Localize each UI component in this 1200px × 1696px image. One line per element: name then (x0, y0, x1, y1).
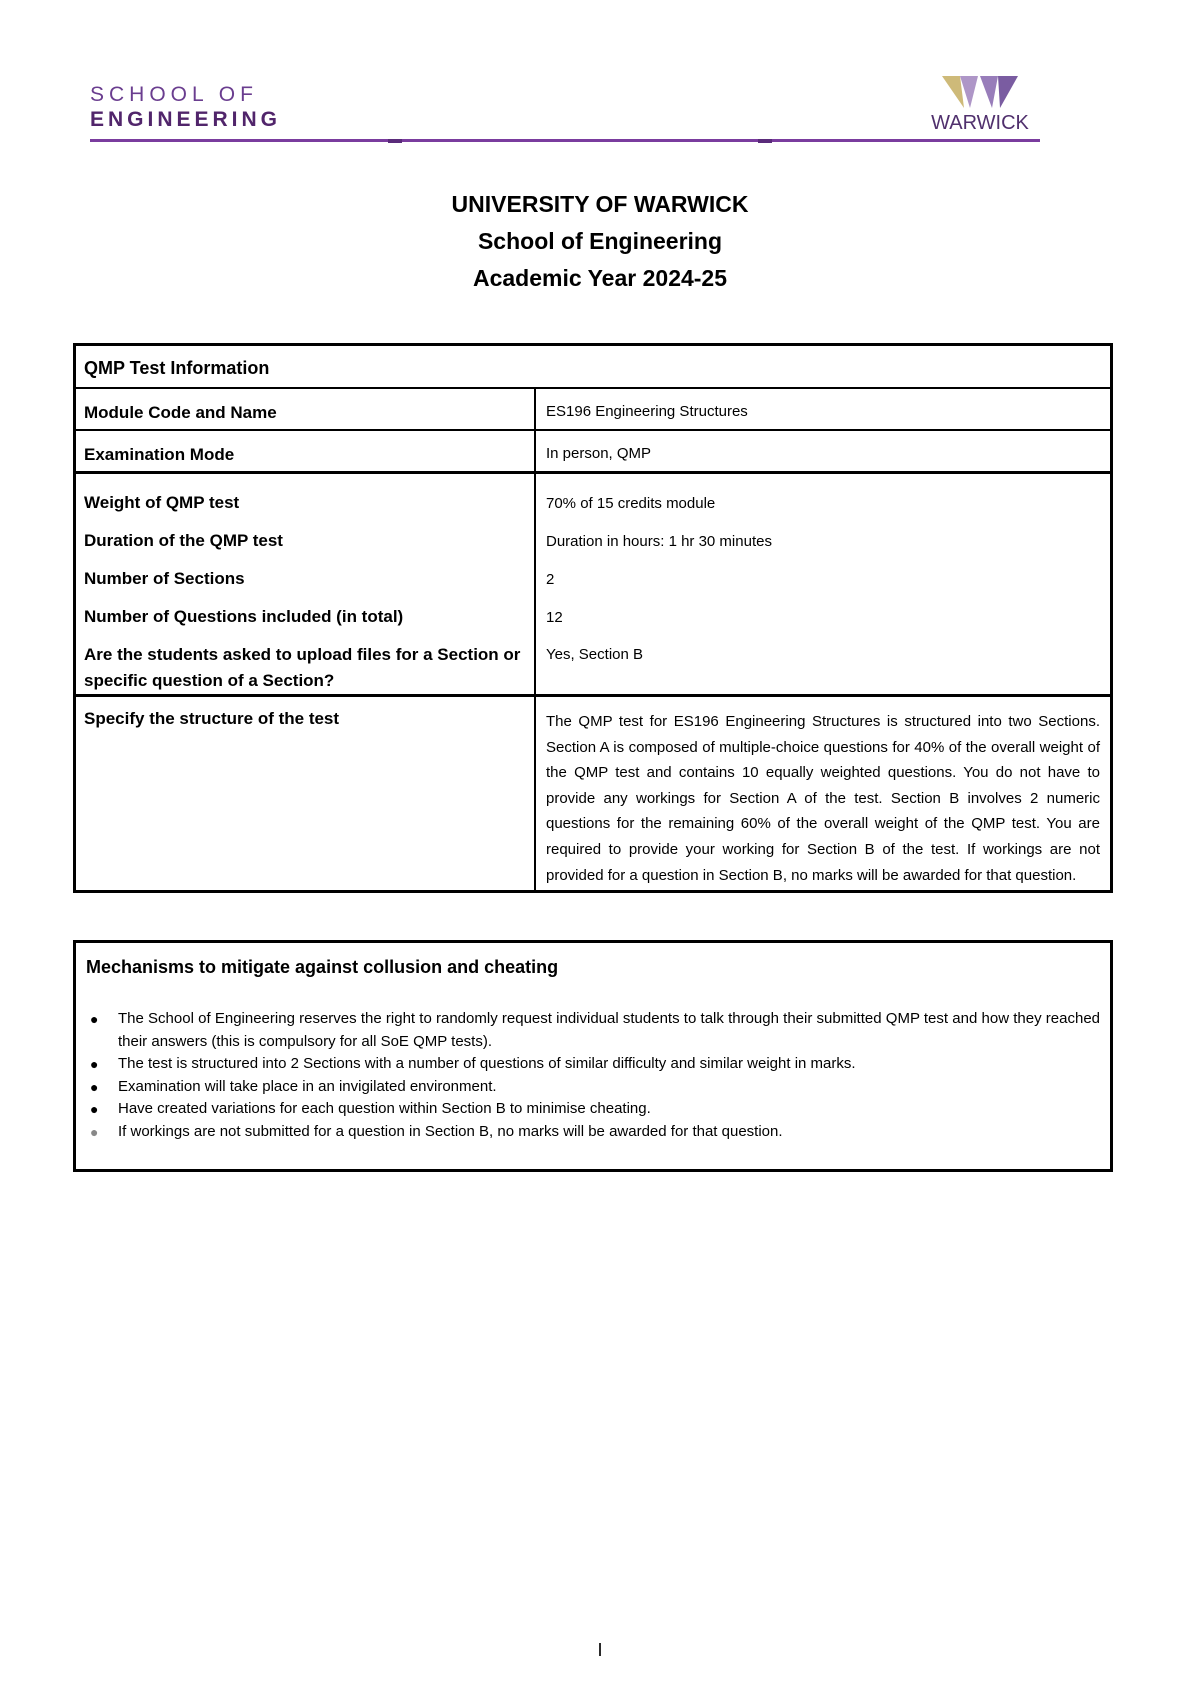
bullet-icon: ● (90, 1078, 99, 1095)
mechanisms-list (86, 1008, 1100, 1143)
sections-label: Number of Sections (84, 569, 245, 588)
bullet-icon: ● (90, 1056, 99, 1072)
questions-label: Number of Questions included (in total) (84, 607, 404, 626)
warwick-crest-icon (940, 74, 1020, 110)
sections-value: 2 (546, 570, 555, 588)
table-row (76, 429, 1110, 471)
header-divider-mark (758, 139, 772, 143)
list-item: ● If workings are not submitted for a question in Section B, no marks will be awarded for that question. (86, 1121, 1100, 1144)
structure-value: The QMP test for ES196 Engineering Structures is structured into two Sections. Section A is composed of multiple-choice questions for 40% of the overall weight of the QMP test and contains 10 equally weighted questions. You do not have to provide any workings for Section A of the test. Section B involves 2 numeric questions for the remaining 60% of the overall weight of the QMP test. You are required to provide your working for Section B of the test. If workings are not provided for a question in Section B, no marks will be awarded for that question. (546, 713, 1100, 884)
warwick-logo (928, 74, 1032, 135)
list-item: ● Have created variations for each question within Section B to minimise cheating. (86, 1098, 1100, 1121)
bullet-icon: ● (90, 1123, 99, 1140)
header-divider-mark (388, 139, 402, 143)
list-item: ● The test is structured into 2 Sections with a number of questions of similar difficulty and similar weight in marks. (86, 1053, 1100, 1076)
upload-label: Are the students asked to upload files for a Section or specific question of a Section? (84, 645, 521, 690)
school-title: School of Engineering (477, 228, 723, 254)
list-item: ● The School of Engineering reserves the right to randomly request individual students to talk through their submitted QMP test and how they reached their answers (this is compulsory for all SoE QMP tests). (90, 1010, 1100, 1050)
module-label: Module Code and Name (76, 389, 536, 429)
header-divider (90, 139, 1040, 142)
weight-label: Weight of QMP test (84, 493, 240, 512)
university-title: UNIVERSITY OF WARWICK (451, 191, 749, 217)
mode-label: Examination Mode (76, 431, 536, 471)
info-table-title: QMP Test Information (84, 358, 270, 378)
qmp-info-table (73, 343, 1113, 893)
weight-value: 70% of 15 credits module (546, 494, 716, 512)
module-value: ES196 Engineering Structures (546, 403, 748, 420)
mode-value: In person, QMP (546, 445, 652, 462)
academic-year-title: Academic Year 2024-25 (472, 265, 728, 291)
list-item: ● Examination will take place in an invigilated environment. (86, 1076, 1100, 1099)
mechanisms-box (73, 940, 1113, 1172)
page-number: I (597, 1640, 603, 1660)
bullet-icon: ● (90, 1011, 99, 1027)
table-row (76, 387, 1110, 429)
questions-value: 12 (546, 608, 563, 626)
document-title (0, 186, 1200, 297)
school-of-engineering-logo (90, 84, 281, 130)
duration-label: Duration of the QMP test (84, 531, 283, 550)
warwick-logo-text: WARWICK (931, 112, 1029, 134)
logo-line-2: ENGINEERING (90, 108, 282, 131)
bullet-icon: ● (90, 1101, 99, 1117)
mechanisms-title: Mechanisms to mitigate against collusion and cheating (86, 957, 559, 977)
table-row (76, 694, 1110, 890)
logo-line-1: SCHOOL OF (90, 83, 258, 106)
upload-value: Yes, Section B (546, 646, 644, 663)
table-row (76, 471, 1110, 694)
structure-label: Specify the structure of the test (76, 697, 536, 890)
duration-value: Duration in hours: 1 hr 30 minutes (546, 532, 772, 550)
